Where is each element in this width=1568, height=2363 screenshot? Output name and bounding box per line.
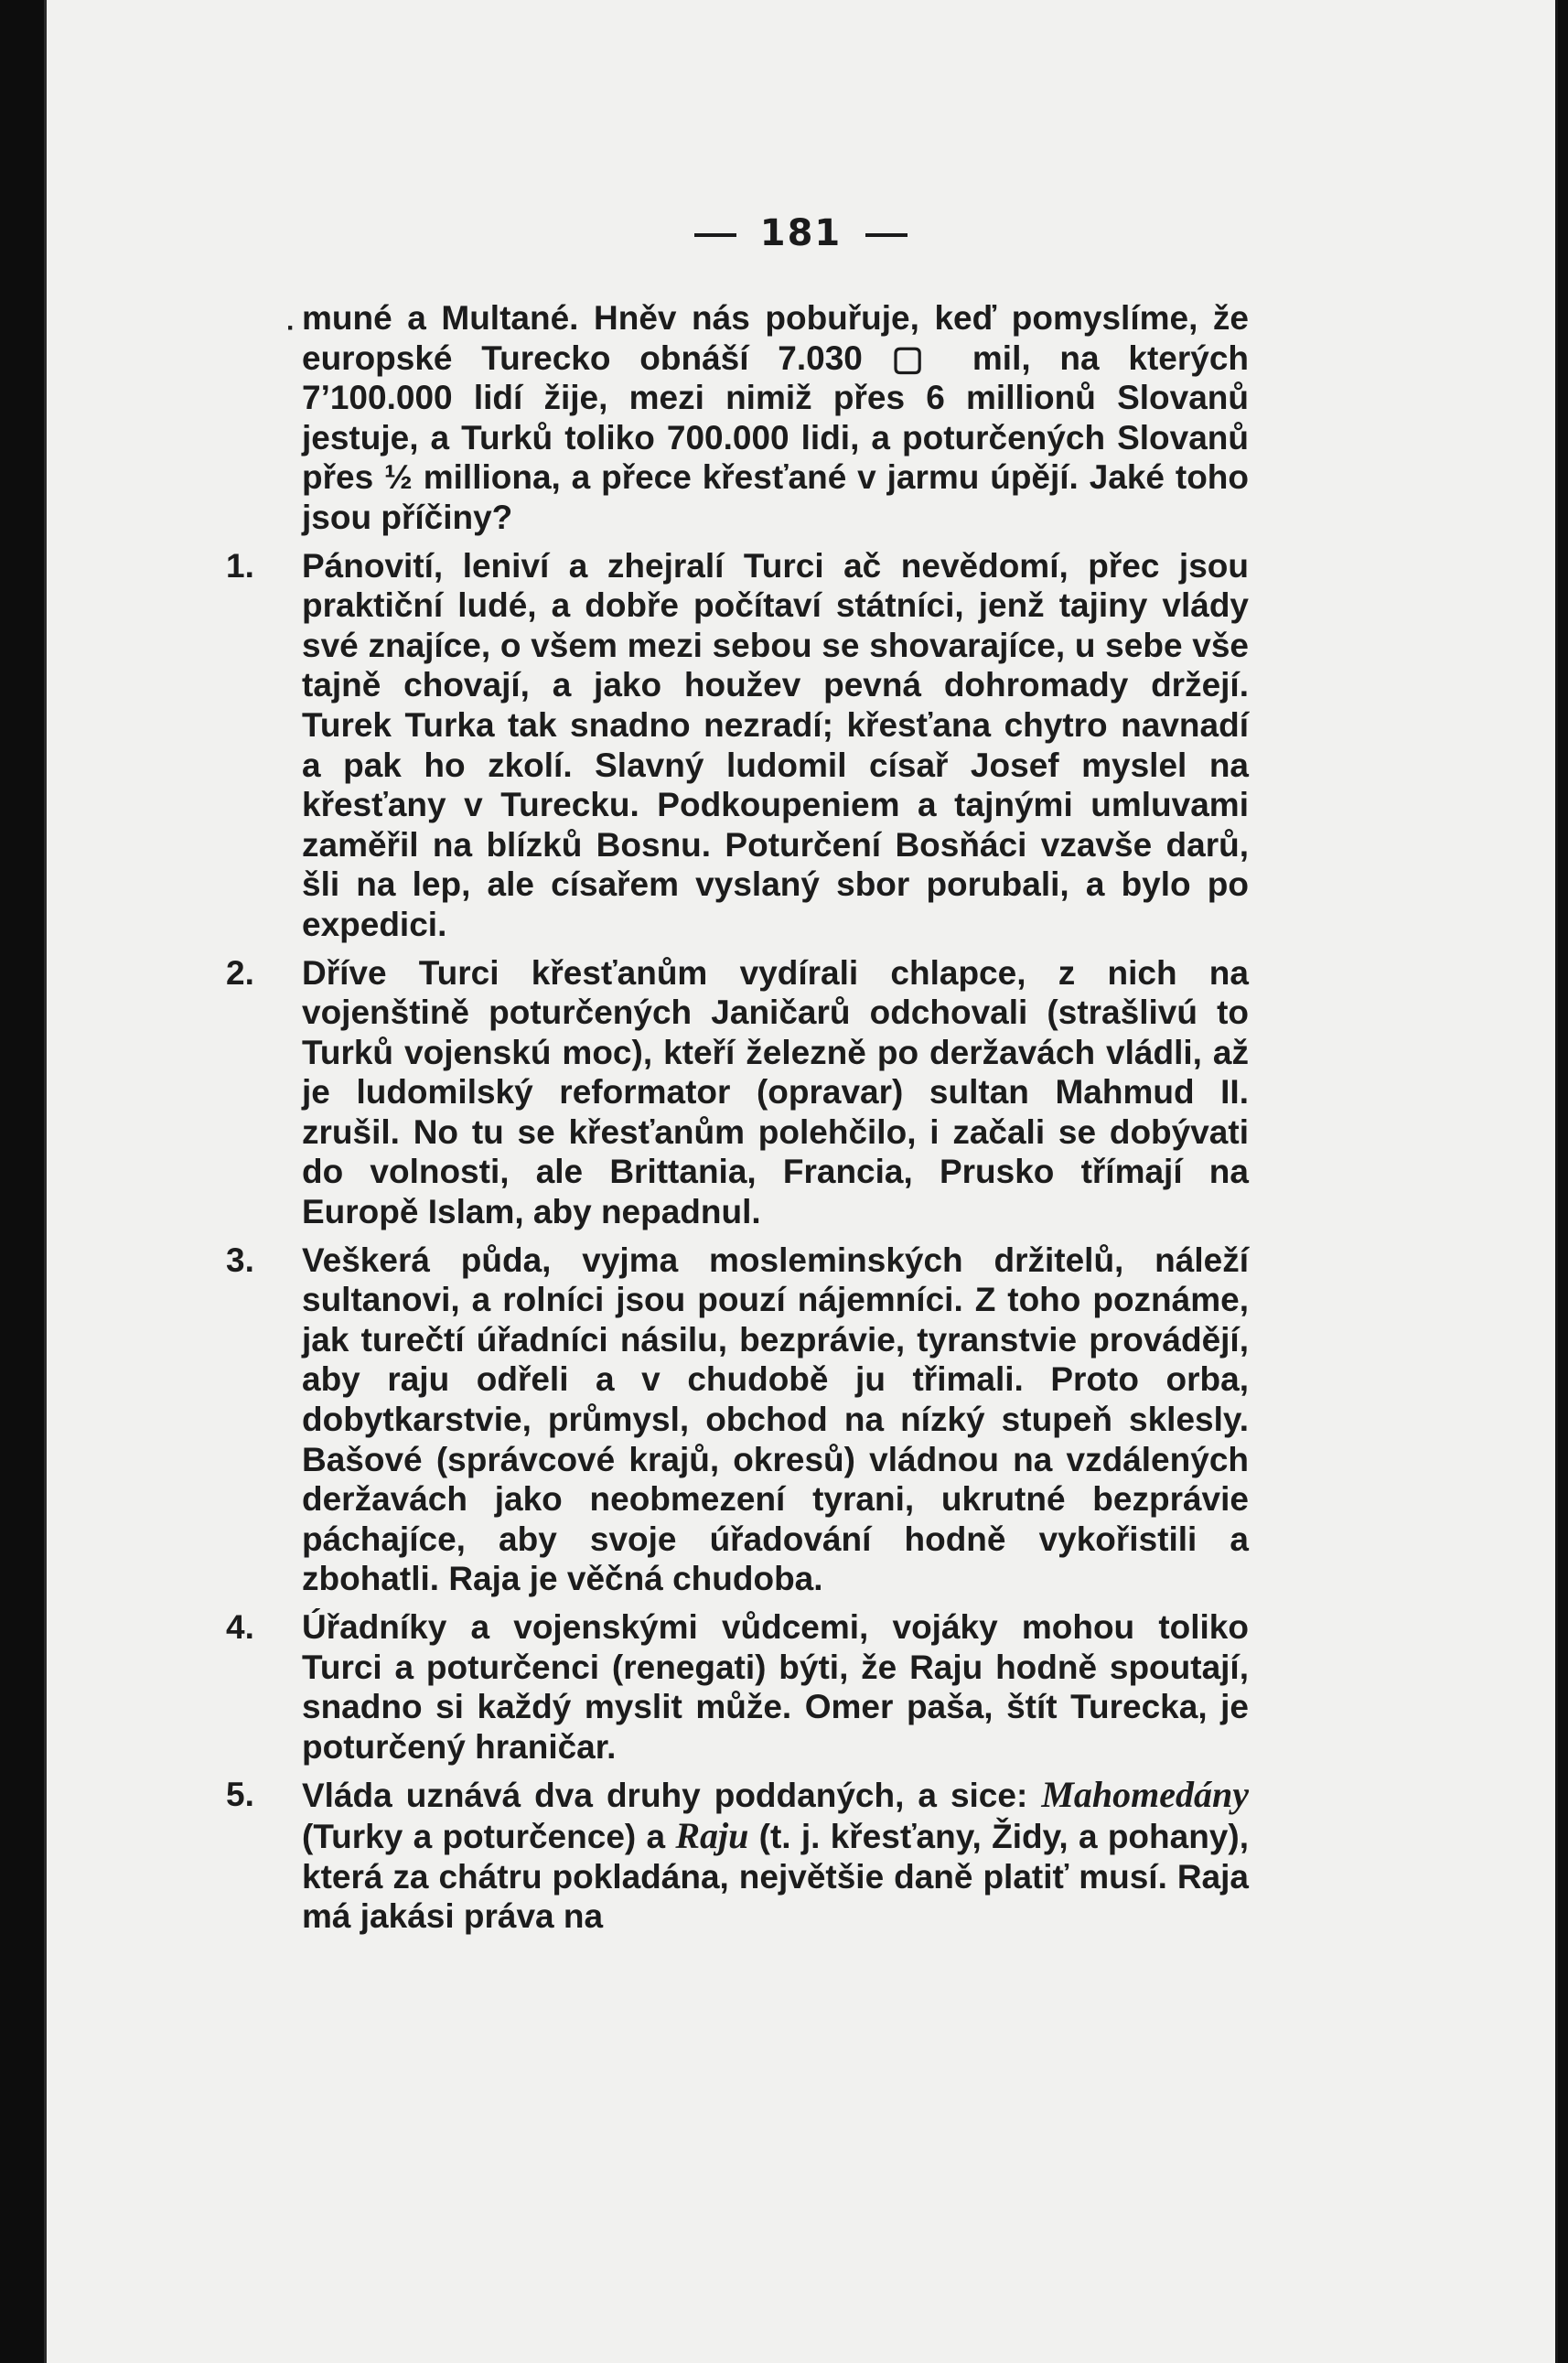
- list-item: [226, 953, 1249, 1232]
- item-text: [302, 1775, 1249, 1936]
- page-number: 181: [759, 212, 843, 254]
- item-number: 1.: [226, 546, 254, 585]
- item-text: Veškerá půda, vyjma mosleminských držitelů, náleží sultanovi, a rolníci jsou pouzí nájemníci. Z toho poznáme, jak turečtí úřadníci násilu, bezprávie, tyranstvie provádějí, aby raju odřeli a v chudobě ju třimali. Proto orba, dobytkarstvie, průmysl, obchod na nízký stupeň sklesly. Bašové (správcové krajů, okresů) vládnou na vzdálených deržavách jako neobmezení tyrani, ukrutné bezprávie páchajíce, aby svoje úřadování hodně vykořistili a zbohatli. Raja je věčná chudoba.: [302, 1241, 1249, 1598]
- item-text-before: Vláda uznává dva druhy poddaných, a sice:: [302, 1777, 1042, 1815]
- item-number: 5.: [226, 1776, 254, 1814]
- item-number: 3.: [226, 1241, 254, 1279]
- item-text: Úřadníky a vojenskými vůdcemi, vojáky mohou toliko Turci a poturčenci (renegati) býti, že Raju hodně spoutají, snadno si každý myslit může. Omer paša, štít Turecka, je poturčený hraničar.: [302, 1608, 1249, 1766]
- list-item: [226, 1607, 1249, 1767]
- item-text: Pánovití, leniví a zhejralí Turci ač nevědomí, přec jsou praktiční ludé, a dobře počítaví státníci, jenž tajiny vlády své znajíce, o všem mezi sebou se shovarajíce, u sebe vše tajně chovají, a jako houžev pevná dohromady držejí. Turek Turka tak snadno nezradí; křesťana chytro navnadí a pak ho zkolí. Slavný ludomil císař Josef myslel na křesťany v Turecku. Podkoupeniem a tajnými umluvami zaměřil na blízků Bosnu. Poturčení Bosňáci vzavše darů, šli na lep, ale císařem vyslaný sbor porubali, a bylo po expedici.: [302, 546, 1249, 943]
- term-raju: Raju: [675, 1814, 749, 1856]
- intro-paragraph: muné a Multané. Hněv nás pobuřuje, keď pomyslíme, že europské Turecko obnáší 7.030 ▢ mil, na kterých 7’100.000 lidí žije, mezi nimiž přes 6 millionů Slovanů jestuje, a Turků toliko 700.000 lidi, a poturčených Slovanů přes ½ milliona, a přece křesťané v jarmu úpějí. Jaké toho jsou příčiny?: [302, 299, 1249, 536]
- item-text-after: (t. j. křesťany, Židy, a pohany), která za chátru pokladána, největšie daně platiť musí. Raja má jakási práva na: [302, 1817, 1249, 1936]
- term-mahomedany: Mahomedány: [1041, 1774, 1249, 1816]
- list-item: [226, 546, 1249, 945]
- header-dash-right: [865, 233, 908, 237]
- header-dash-left: [694, 233, 736, 237]
- list-item: [226, 1241, 1249, 1599]
- margin-dot: ·: [286, 313, 295, 343]
- page-body: [226, 298, 1249, 1945]
- list-item: [226, 1774, 1249, 1936]
- page-number-header: [47, 212, 1555, 254]
- item-number: 2.: [226, 953, 254, 992]
- item-text-mid: (Turky a poturčence) a: [302, 1817, 676, 1855]
- item-number: 4.: [226, 1608, 254, 1646]
- item-text: Dříve Turci křesťanům vydírali chlapce, z nich na vojenštině poturčených Janičarů odchovali (strašlivú to Turků vojenskú moc), kteří železně po deržavách vládli, až je ludomilský reformator (opravar) sultan Mahmud II. zrušil. No tu se křesťanům polehčilo, i začali se dobývati do volnosti, ale Brittania, Francia, Prusko třímají na Europě Islam, aby nepadnul.: [302, 953, 1249, 1231]
